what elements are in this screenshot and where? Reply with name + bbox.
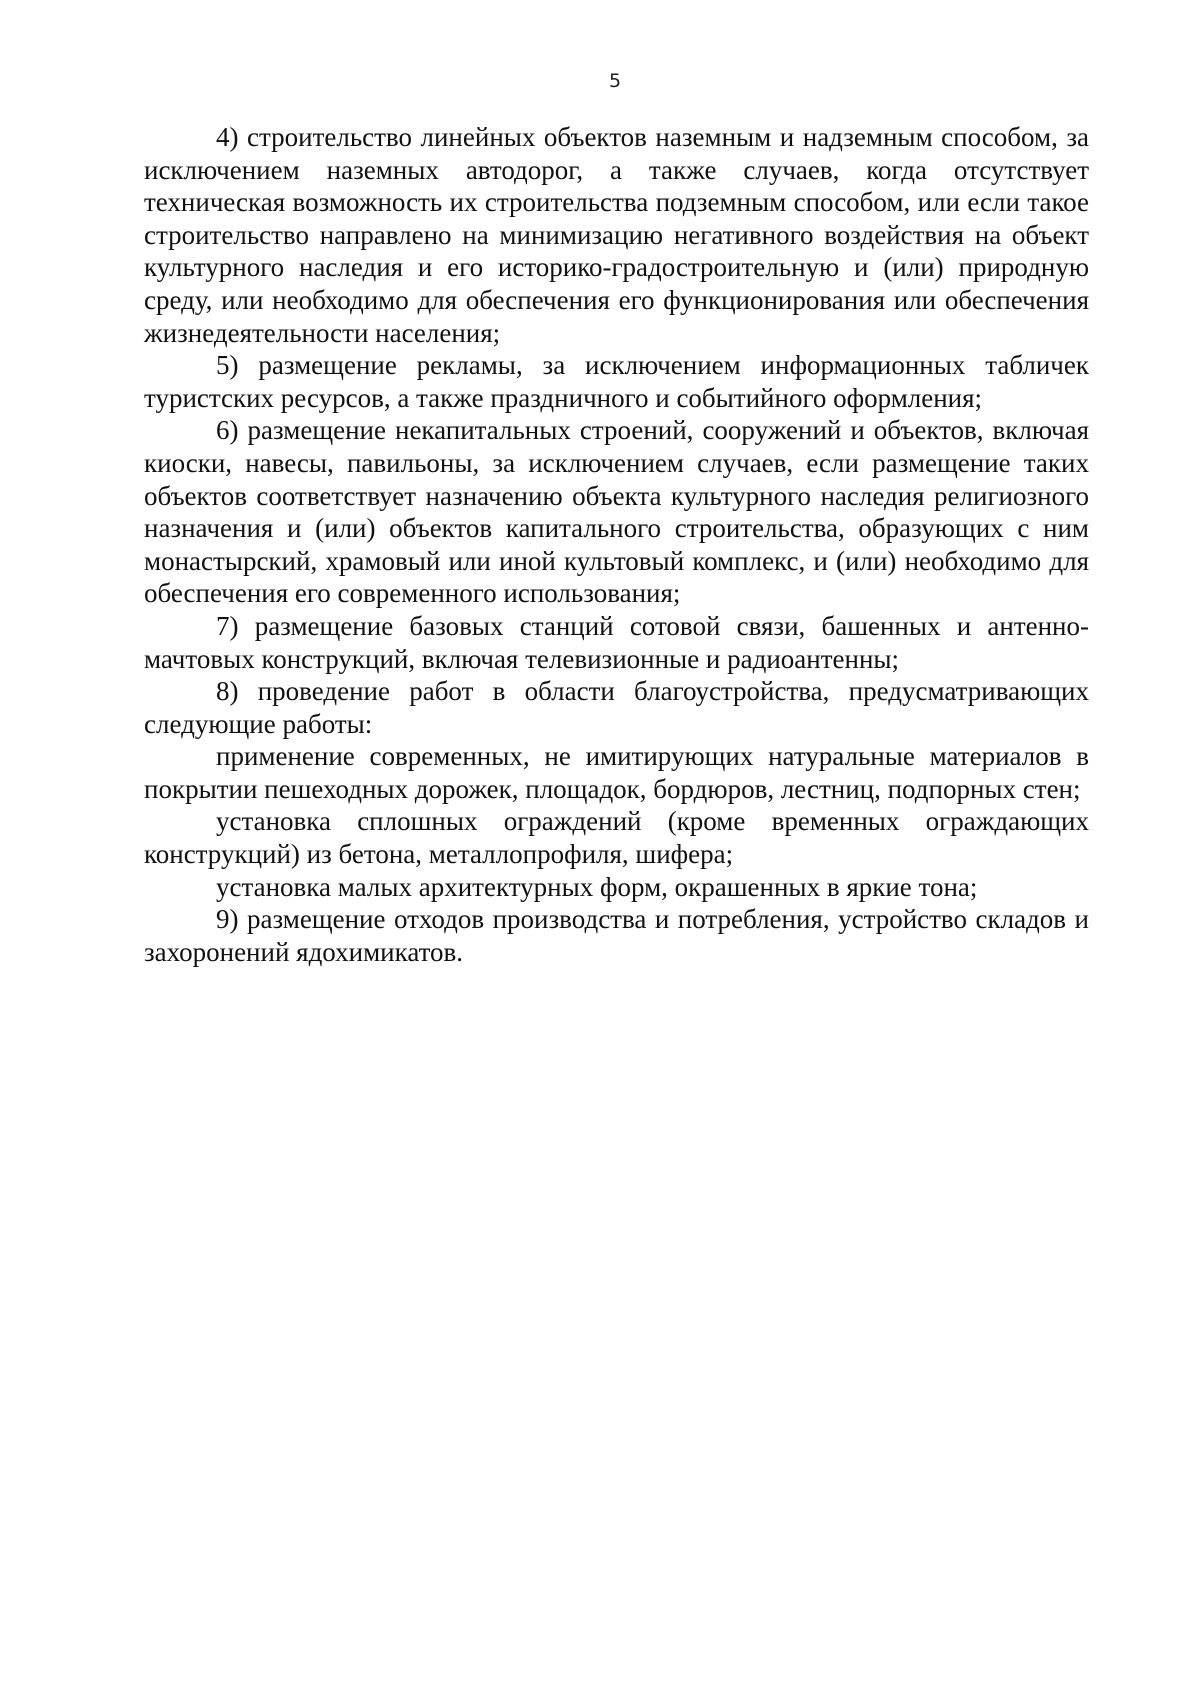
paragraph-item-5: 5) размещение рекламы, за исключением информационных табличек туристских ресурсов, а также праздничного и событийного оформления; (144, 350, 1089, 413)
page-number: 5 (608, 70, 622, 92)
paragraph-item-9: 9) размещение отходов производства и потребления, устройство складов и захоронений ядохимикатов. (144, 904, 1089, 967)
paragraph-item-6: 6) размещение некапитальных строений, сооружений и объектов, включая киоски, навесы, павильоны, за исключением случаев, если размещение таких объектов соответствует назначению объекта культурного наследия религиозного назначения и (или) объектов капитального строительства, образующих с ним монастырский, храмовый или иной культовый комплекс, и (или) необходимо для обеспечения его современного использования; (144, 415, 1089, 609)
paragraph-subitem-small-forms: установка малых архитектурных форм, окрашенных в яркие тона; (216, 871, 978, 902)
paragraph-subitem-fences: установка сплошных ограждений (кроме временных ограждающих конструкций) из бетона, металлопрофиля, шифера; (144, 806, 1089, 870)
paragraph-item-8: 8) проведение работ в области благоустройства, предусматривающих следующие работы: (144, 676, 1089, 739)
document-body (144, 121, 1089, 968)
paragraph-subitem-paving: применение современных, не имитирующих натуральные материалов в покрытии пешеходных дорожек, площадок, бордюров, лестниц, подпорных стен; (144, 741, 1089, 804)
paragraph-item-7: 7) размещение базовых станций сотовой связи, башенных и антенно-мачтовых конструкций, включая телевизионные и радиоантенны; (144, 610, 1089, 674)
paragraph-item-4: 4) строительство линейных объектов наземным и надземным способом, за исключением наземных автодорог, а также случаев, когда отсутствует техническая возможность их строительства подземным способом, или если такое строительство направлено на минимизацию негативного воздействия на объект культурного наследия и его историко-градостроительную и (или) природную среду, или необходимо для обеспечения его функционирования или обеспечения жизнедеятельности населения; (144, 122, 1089, 348)
